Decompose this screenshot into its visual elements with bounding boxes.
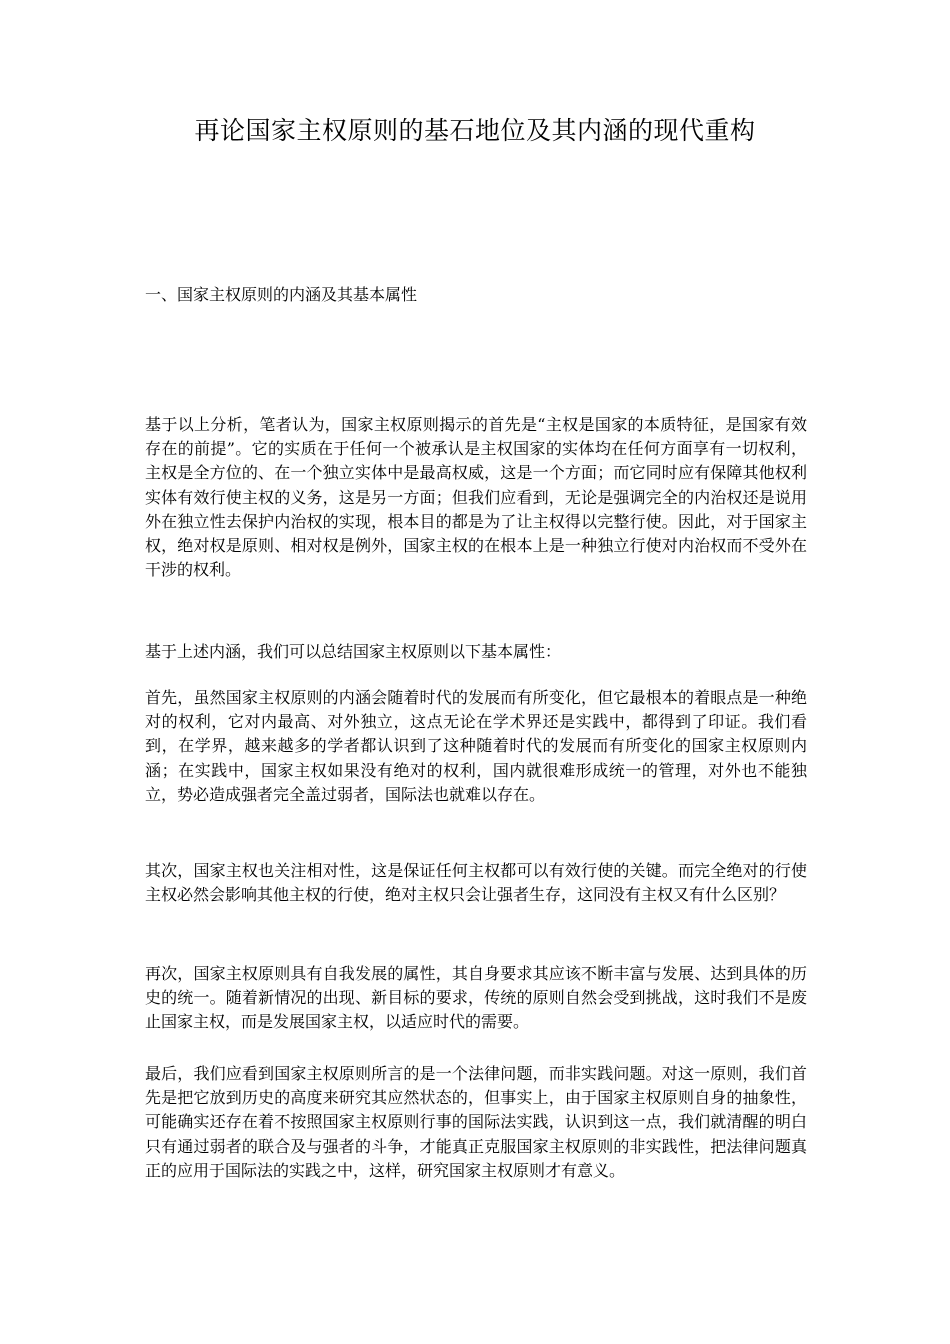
section-heading: 一、国家主权原则的内涵及其基本属性 — [145, 285, 418, 304]
paragraph-second: 其次，国家主权也关注相对性，这是保证任何主权都可以有效行使的关键。而完全绝对的行使主权必然会影响其他主权的行使，绝对主权只会让强者生存，这同没有主权又有什么区别？ — [145, 861, 807, 905]
paragraph-summary-intro: 基于上述内涵，我们可以总结国家主权原则以下基本属性： — [145, 642, 562, 661]
paragraph-last: 最后，我们应看到国家主权原则所言的是一个法律问题，而非实践问题。对这一原则，我们首先是把它放到历史的高度来研究其应然状态的，但事实上，由于国家主权原则自身的抽象性，可能确实还存在着不按照国家主权原则行事的国际法实践，认识到这一点，我们就清醒的明白只有通过弱者的联合及与强者的斗争，才能真正克服国家主权原则的非实践性，把法律问题真正的应用于国际法的实践之中，这样，研究国家主权原则才有意义。 — [145, 1064, 807, 1180]
document-title: 再论国家主权原则的基石地位及其内涵的现代重构 — [194, 116, 756, 145]
paragraph-third: 再次，国家主权原则具有自我发展的属性，其自身要求其应该不断丰富与发展、达到具体的历史的统一。随着新情况的出现、新目标的要求，传统的原则自然会受到挑战，这时我们不是废止国家主权，而是发展国家主权，以适应时代的需要。 — [145, 964, 807, 1032]
paragraph-analysis: 基于以上分析，笔者认为，国家主权原则揭示的首先是“主权是国家的本质特征，是国家有效存在的前提”。它的实质在于任何一个被承认是主权国家的实体均在任何方面享有一切权利，主权是全方位的、在一个独立实体中是最高权威，这是一个方面；而它同时应有保障其他权利实体有效行使主权的义务，这是另一方面；但我们应看到，无论是强调完全的内治权还是说用外在独立性去保护内治权的实现，根本目的都是为了让主权得以完整行使。因此，对于国家主权，绝对权是原则、相对权是例外，国家主权的在根本上是一种独立行使对内治权而不受外在干涉的权利。 — [145, 415, 807, 580]
paragraph-first: 首先，虽然国家主权原则的内涵会随着时代的发展而有所变化，但它最根本的着眼点是一种绝对的权利，它对内最高、对外独立，这点无论在学术界还是实践中，都得到了印证。我们看到，在学界，越来越多的学者都认识到了这种随着时代的发展而有所变化的国家主权原则内涵；在实践中，国家主权如果没有绝对的权利，国内就很难形成统一的管理，对外也不能独立，势必造成强者完全盖过弱者，国际法也就难以存在。 — [145, 688, 807, 804]
